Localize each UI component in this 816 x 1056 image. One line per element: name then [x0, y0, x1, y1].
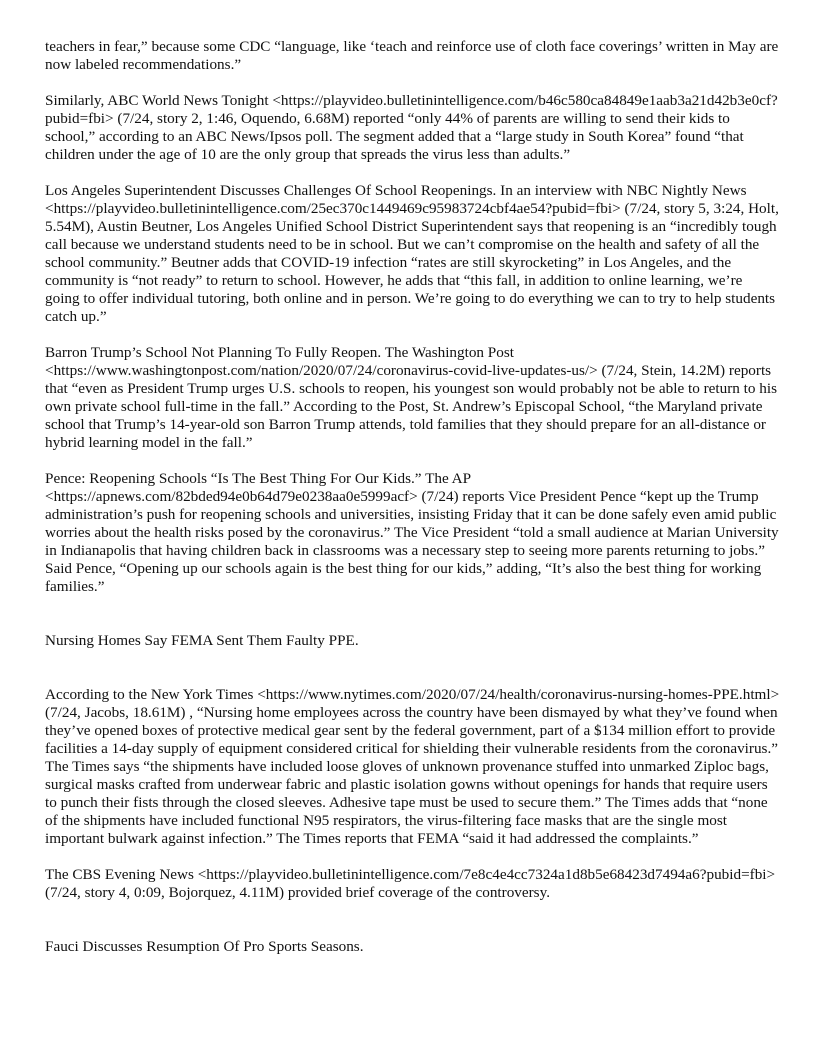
paragraph-nyt-nursing-homes: According to the New York Times <https://www.nytimes.com/2020/07/24/health/coronavirus-nursing-homes-PPE.html> (7/24, Jacobs, 18.61M) , “Nursing home employees across the country have been dismayed by what they’ve found when they’ve opened boxes of protective medical gear sent by the federal government, part of a $134 million effort to provide facilities a 14-day supply of equipment considered critical for shielding their vulnerable residents from the coronavirus.” The Times says “the shipments have included loose gloves of unknown provenance stuffed into unmarked Ziploc bags, surgical masks crafted from underwear fabric and plastic isolation gowns without openings for hands that require users to punch their fists through the closed sleeves. Adhesive tape must be used to secure them.” The Times adds that “none of the shipments have included functional N95 respirators, the virus-filtering face masks that are the single most important bulwark against infection.” The Times reports that FEMA “said it had addressed the complaints.” [45, 686, 780, 847]
paragraph-cdc-guidance: teachers in fear,” because some CDC “language, like ‘teach and reinforce use of cloth face coverings’ written in May are now labeled recommendations.” [45, 38, 779, 73]
paragraph-la-superintendent: Los Angeles Superintendent Discusses Challenges Of School Reopenings. In an interview with NBC Nightly News <https://playvideo.bulletinintelligence.com/25ec370c1449469c95983724cbf4ae54?pubid=fbi> (7/24, story 5, 3:24, Holt, 5.54M), Austin Beutner, Los Angeles Unified School District Superintendent says that reopening is an “incredibly tough call because we understand students need to be in school. But we can’t compromise on the health and safety of all the school community.” Beutner adds that COVID-19 infection “rates are still skyrocketing” in Los Angeles, and the community is “not ready” to return to school. However, he adds that “this fall, in addition to online learning, we’re going to offer individual tutoring, both online and in person. We’re going to do everything we can to try to help students catch up.” [45, 182, 779, 325]
section-heading-fauci-sports: Fauci Discusses Resumption Of Pro Sports Seasons. [45, 938, 364, 955]
paragraph-pence-reopening: Pence: Reopening Schools “Is The Best Thing For Our Kids.” The AP <https://apnews.com/82bded94e0b64d79e0238aa0e5999acf> (7/24) reports Vice President Pence “kept up the Trump administration’s push for reopening schools and universities, insisting Friday that it can be done safely even amid public worries about the health risks posed by the coronavirus.” The Vice President “told a small audience at Marian University in Indianapolis that having children back in classrooms was a necessary step to seeing more parents returning to jobs.” Said Pence, “Opening up our schools again is the best thing for our kids,” adding, “It’s also the best thing for working families.” [45, 470, 779, 595]
paragraph-barron-trump-school: Barron Trump’s School Not Planning To Fully Reopen. The Washington Post <https://www.washingtonpost.com/nation/2020/07/24/coronavirus-covid-live-updates-us/> (7/24, Stein, 14.2M) reports that “even as President Trump urges U.S. schools to reopen, his youngest son would probably not be able to return to his own private school full-time in the fall.” According to the Post, St. Andrew’s Episcopal School, “the Maryland private school that Trump’s 14-year-old son Barron Trump attends, told families that they should prepare for an all-distance or hybrid learning model in the fall.” [45, 344, 778, 451]
document-page [45, 38, 780, 956]
paragraph-abc-world-news: Similarly, ABC World News Tonight <https://playvideo.bulletinintelligence.com/b46c580ca84849e1aab3a21d42b3e0cf?pubid=fbi> (7/24, story 2, 1:46, Oquendo, 6.68M) reported “only 44% of parents are willing to send their kids to school,” according to an ABC News/Ipsos poll. The segment added that a “large study in South Korea” found “that children under the age of 10 are the only group that spreads the virus less than adults.” [45, 92, 778, 163]
section-heading-nursing-homes: Nursing Homes Say FEMA Sent Them Faulty PPE. [45, 632, 359, 649]
paragraph-cbs-evening-news: The CBS Evening News <https://playvideo.bulletinintelligence.com/7e8c4e4cc7324a1d8b5e68423d7494a6?pubid=fbi> (7/24, story 4, 0:09, Bojorquez, 4.11M) provided brief coverage of the controversy. [45, 866, 776, 901]
